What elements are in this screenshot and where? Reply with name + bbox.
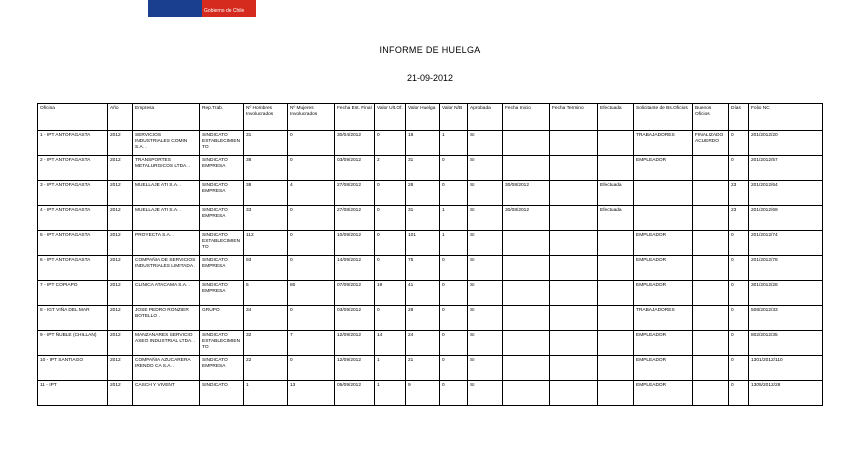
table-cell: 14 [375,331,406,356]
table-cell: 80 [288,281,335,306]
table-row [38,206,823,231]
table-cell: TRABAJADORES [634,131,693,156]
table-cell [550,231,598,256]
table-cell: 802/2012/35 [749,331,823,356]
table-cell: JOSE PEDRO RONZIER BOTELLO . [133,306,200,331]
table-cell: 112 [244,231,288,256]
table-cell [598,331,634,356]
table-cell [693,331,729,356]
table-cell: EMPLEADOR [634,281,693,306]
table-cell: TRABAJADORES [634,306,693,331]
table-cell [550,281,598,306]
table-cell: 2012 [108,356,133,381]
table-cell: 23 [729,206,749,231]
table-cell [550,131,598,156]
table-cell: SI [468,281,503,306]
table-cell: 31 [406,206,440,231]
column-header: Solicitante de Bs.Oficios [634,104,693,131]
table-cell: 3 - IPT ANTOFAGASTA [38,181,108,206]
table-cell: EMPLEADOR [634,256,693,281]
table-cell: SI [468,356,503,381]
table-cell: 38 [244,181,288,206]
table-cell: 9 [406,381,440,406]
table-cell: 101 [406,231,440,256]
table-cell: 2012 [108,306,133,331]
table-cell [550,206,598,231]
table-cell: 201/2012/74 [749,231,823,256]
table-cell: 0 [440,381,468,406]
column-header: Fecha Est. Final [335,104,375,131]
table-cell: 201/2012/64 [749,181,823,206]
table-cell: 0 [440,306,468,331]
table-cell [598,381,634,406]
table-cell: 0 [288,231,335,256]
table-cell: SI [468,231,503,256]
report-date: 21-09-2012 [406,73,454,83]
table-cell: 03/09/2012 [335,306,375,331]
table-cell [503,381,550,406]
table-cell: 5 - IPT ANTOFAGASTA [38,231,108,256]
table-cell: 0 [375,131,406,156]
table-cell: SINDICATO EMPRESA [200,156,244,181]
table-cell: 21 [406,356,440,381]
table-cell: 0 [729,281,749,306]
table-cell [503,131,550,156]
column-header: Nº Mujeres Involucrados [288,104,335,131]
table-row [38,306,823,331]
table-cell: 2 [375,156,406,181]
table-cell: 7 - IPT COPIAPO [38,281,108,306]
table-row [38,181,823,206]
table-cell: 24 [406,331,440,356]
table-cell: 0 [729,131,749,156]
table-cell: 2012 [108,181,133,206]
table-cell [693,206,729,231]
table-cell: 13 [288,381,335,406]
logo-text: Gobierno de Chile [204,8,245,14]
table-cell: 0 [288,256,335,281]
report-title: INFORME DE HUELGA [379,45,481,55]
table-row [38,231,823,256]
table-cell: 0 [288,356,335,381]
table-cell: PROYECTA S.A. . [133,231,200,256]
table-cell: 33 [244,206,288,231]
column-header: Días [729,104,749,131]
column-header: Fecha Termino [550,104,598,131]
table-cell: 28 [406,181,440,206]
table-cell: 2012 [108,231,133,256]
table-cell: 0 [440,281,468,306]
table-cell: 22 [244,356,288,381]
column-header: Fecha Inicio [503,104,550,131]
table-cell: 1 [440,206,468,231]
table-cell: 0 [729,331,749,356]
table-cell: Efectuada [598,181,634,206]
table-cell: 27/08/2012 [335,181,375,206]
table-cell [503,281,550,306]
table-cell [550,306,598,331]
column-header: Rep.Trab. [200,104,244,131]
table-cell: 2012 [108,131,133,156]
table-cell [634,181,693,206]
table-cell: 0 [729,381,749,406]
table-cell: COMPAÑIA AZUCARERA IRENDO CA S.A. . [133,356,200,381]
table-cell: 05/09/2012 [335,381,375,406]
table-cell: 38 [244,156,288,181]
table-row [38,156,823,181]
table-cell: 201/2012/78 [749,256,823,281]
table-cell: 0 [375,206,406,231]
column-header: Empresa [133,104,200,131]
table-cell: MANZANARES SERVICIO ASEO INDUSTRIAL LTDA. . [133,331,200,356]
table-cell [503,356,550,381]
table-cell: CASCH Y VIVENT [133,381,200,406]
table-cell: FINALIZADO ACUERDO [693,131,729,156]
table-cell: 32 [244,331,288,356]
table-cell: 201/2012/69 [749,206,823,231]
table-cell: 201/2012/20 [749,131,823,156]
table-cell: 1 [375,356,406,381]
table-cell: SINDICATO ESTABLECIMIENTO [200,331,244,356]
table-cell: 0 [440,256,468,281]
table-cell: 18 [406,131,440,156]
table-cell: 0 [440,331,468,356]
table-cell: 93 [244,256,288,281]
table-cell: Efectuada [598,206,634,231]
table-cell: 10/09/2012 [335,231,375,256]
table-cell [550,256,598,281]
table-cell: 0 [375,231,406,256]
table-cell: 30/08/2012 [503,181,550,206]
table-cell: SI [468,381,503,406]
table-cell: 23 [729,181,749,206]
table-cell: 0 [729,356,749,381]
table-cell: 12/09/2012 [335,331,375,356]
table-cell: 0 [288,206,335,231]
table-cell: EMPLEADOR [634,156,693,181]
table-cell: 0 [440,156,468,181]
strike-report-table [37,103,823,406]
table-cell [503,156,550,181]
table-cell: 1 [244,381,288,406]
table-cell [693,356,729,381]
table-cell: 0 [288,131,335,156]
table-cell: SI [468,306,503,331]
table-cell: SINDICATO ESTABLECIMIENTO [200,131,244,156]
table-cell: 8 - IGT VIÑA DEL MAR [38,306,108,331]
table-cell: MUELLAJE ATI S.A. . [133,206,200,231]
table-cell [598,356,634,381]
table-cell [503,306,550,331]
table-cell: 7 [288,331,335,356]
table-cell: 0 [375,256,406,281]
table-cell: SI [468,181,503,206]
table-cell: 03/09/2012 [335,156,375,181]
table-cell [693,381,729,406]
table-cell [634,206,693,231]
table-cell [550,381,598,406]
column-header: Buenos Oficios [693,104,729,131]
column-header: Valor N/B [440,104,468,131]
table-cell: 10 - IPT SANTIAGO [38,356,108,381]
table-cell: 201/2012/57 [749,156,823,181]
table-cell: 0 [729,256,749,281]
table-cell: 30/08/2012 [503,206,550,231]
table-cell: SI [468,131,503,156]
table-cell: 1 [440,231,468,256]
table-cell: SI [468,156,503,181]
table-cell: SINDICATO ESTABLECIMIENTO [200,231,244,256]
table-cell [598,156,634,181]
table-cell: 11 - IPT [38,381,108,406]
table-cell [503,231,550,256]
table-cell: 9 - IPT ÑUBLE (CHILLAN) [38,331,108,356]
table-cell: SINDICATO [200,381,244,406]
column-header: Valor Huelga [406,104,440,131]
column-header: Efectuada [598,104,634,131]
table-cell: 1 - IPT ANTOFAGASTA [38,131,108,156]
table-cell: 0 [288,156,335,181]
table-cell: 27/08/2012 [335,206,375,231]
table-cell: 0 [729,231,749,256]
table-cell [550,156,598,181]
table-cell: 0 [288,306,335,331]
table-cell: 2012 [108,206,133,231]
table-row [38,256,823,281]
table-cell: 31 [244,131,288,156]
table-cell: EMPLEADOR [634,331,693,356]
table-cell: 2 - IPT ANTOFAGASTA [38,156,108,181]
table-cell [598,306,634,331]
table-cell: 0 [375,306,406,331]
table-cell [598,131,634,156]
table-cell [598,231,634,256]
table-cell: SI [468,206,503,231]
column-header: Aprobada [468,104,503,131]
table-cell: 30/04/2012 [335,131,375,156]
table-cell [693,281,729,306]
table-cell: 5 [244,281,288,306]
table-cell: 14/09/2012 [335,256,375,281]
table-cell: SI [468,256,503,281]
table-cell: EMPLEADOR [634,381,693,406]
column-header: Nº Hombres Involucrados [244,104,288,131]
table-cell: 41 [406,281,440,306]
table-cell: TRANSPORTES METALURGICOS LTDA. . [133,156,200,181]
table-cell: 301/2012/28 [749,281,823,306]
table-cell: 0 [729,156,749,181]
table-cell [598,256,634,281]
table-cell: 2012 [108,331,133,356]
table-cell [693,156,729,181]
table-cell: MUELLAJE ATI S.A. . [133,181,200,206]
table-cell: 4 [288,181,335,206]
table-cell [693,256,729,281]
table-cell [693,306,729,331]
table-cell [550,356,598,381]
table-cell: CLINICA ATACAMA S.A. . [133,281,200,306]
table-cell: 508/2012/33 [749,306,823,331]
table-cell [598,281,634,306]
table-cell: 28 [406,306,440,331]
table-cell [550,331,598,356]
table-cell: 1305/2012/28 [749,381,823,406]
table-cell: 75 [406,256,440,281]
table-cell: 2012 [108,281,133,306]
table-cell: 2012 [108,156,133,181]
table-cell: 2012 [108,256,133,281]
table-row [38,331,823,356]
table-cell: 34 [244,306,288,331]
table-cell: GRUPO [200,306,244,331]
table-cell: SINDICATO EMPRESA [200,281,244,306]
table-row [38,281,823,306]
table-cell: 31 [406,156,440,181]
table-cell: 2012 [108,381,133,406]
column-header: Valor Ult.Of. [375,104,406,131]
table-cell: SINDICATO EMPRESA [200,181,244,206]
table-row [38,381,823,406]
table-cell: SI [468,331,503,356]
table-cell: SINDICATO EMPRESA [200,206,244,231]
table-cell [503,331,550,356]
table-cell: 4 - IPT ANTOFAGASTA [38,206,108,231]
table-cell: 19 [375,281,406,306]
table-cell [693,181,729,206]
table-row [38,356,823,381]
table-cell: 0 [440,356,468,381]
table-cell: 0 [729,306,749,331]
gobierno-logo [148,0,256,17]
table-cell: 12/09/2012 [335,356,375,381]
table-cell: SINDICATO EMPRESA [200,256,244,281]
table-cell: 07/09/2012 [335,281,375,306]
table-cell: SINDICATO EMPRESA [200,356,244,381]
table-cell: 0 [375,181,406,206]
table-header-row [38,104,823,131]
table-row [38,131,823,156]
column-header: Folio NC [749,104,823,131]
column-header: Oficina [38,104,108,131]
table-cell [693,231,729,256]
table-cell: 0 [440,181,468,206]
table-cell: 1 [375,381,406,406]
table-cell: 1 [440,131,468,156]
table-cell: 1301/2012/110 [749,356,823,381]
table-cell [550,181,598,206]
table-cell: SERVICIOS INDUSTRIALES COMIN S.A. . [133,131,200,156]
table-cell: COMPAÑIA DE SERVICIOS INDUSTRIALES LIMITADA . [133,256,200,281]
table-cell: EMPLEADOR [634,356,693,381]
column-header: Año [108,104,133,131]
table-cell: 6 - IPT ANTOFAGASTA [38,256,108,281]
table-cell: EMPLEADOR [634,231,693,256]
table-cell [503,256,550,281]
